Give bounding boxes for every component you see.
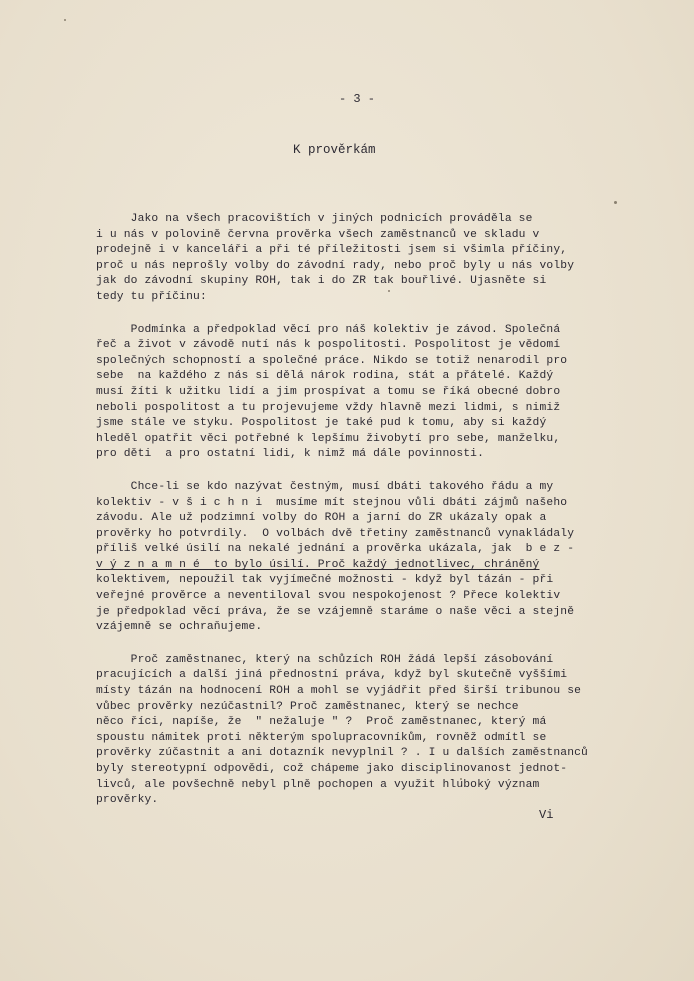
- document-heading: K prověrkám: [293, 143, 376, 157]
- text-line: sebe na každého z nás si dělá nárok rodina, stát a přátelé. Každý: [96, 370, 554, 383]
- paragraph-3: [96, 480, 616, 636]
- text-line: pro děti a pro ostatní lidi, k nimž má dále povinnosti.: [96, 448, 485, 461]
- text-line: kolektivem, nepoužil tak vyjímečné možnosti - když byl tázán - při: [96, 574, 554, 587]
- text-line: v ý z n a m n é to bylo úsilí. Proč každý jednotlivec, chráněný: [96, 558, 540, 571]
- text-line: společných schopností a společné práce. Nikdo se totiž nenarodil pro: [96, 354, 568, 367]
- text-line: prověrky zúčastnit a ani dotazník nevyplnil ? . I u dalších zaměstnanců: [96, 747, 588, 760]
- text-line: příliš velké úsilí na nekalé jednání a prověrka ukázala, jak b e z -: [96, 543, 575, 556]
- text-line: je předpoklad věcí práva, že se vzájemně staráme o naše věci a stejně: [96, 605, 575, 618]
- text-line: livců, ale povšechně nebyl plně pochopen a využit hluboký význam: [96, 778, 540, 791]
- text-line: proč u nás neprošly volby do závodní rady, nebo proč byly u nás volby: [96, 259, 575, 272]
- text-line: Chce-li se kdo nazývat čestným, musí dbáti takového řádu a my: [96, 480, 554, 493]
- page-number: - 3 -: [338, 92, 375, 106]
- text-line: tedy tu příčinu:: [96, 290, 207, 303]
- text-line: vůbec prověrky nezúčastnil? Proč zaměstnanec, který se nechce: [96, 700, 519, 713]
- text-line: prověrky ho potvrdily. O volbách dvě třetiny zaměstnanců vynakládaly: [96, 527, 575, 540]
- paragraph-1: [96, 212, 616, 306]
- text-line: jsme stále ve styku. Pospolitost je také pud k tomu, aby si každý: [96, 417, 547, 430]
- text-line: místy tázán na hodnocení ROH a mohl se vyjádřit před širší tribunou se: [96, 685, 582, 698]
- text-line: spoustu námitek proti některým spolupracovníkům, rovněž odmítl se: [96, 731, 547, 744]
- text-line: neboli pospolitost a tu projevujeme vždy hlavně mezi lidmi, s nimiž: [96, 401, 561, 414]
- text-line: veřejné prověrce a neventiloval svou nespokojenost ? Přece kolektiv: [96, 590, 561, 603]
- catchword: Vi: [539, 808, 554, 822]
- text-line: řeč a život v závodě nutí nás k pospolitosti. Pospolitost je vědomí: [96, 339, 561, 352]
- text-line: Podmínka a předpoklad věcí pro náš kolektiv je závod. Společná: [96, 323, 561, 336]
- text-line: kolektiv - v š i c h n i musíme mít stejnou vůli dbáti zájmů našeho: [96, 496, 568, 509]
- text-line: závodu. Ale už podzimní volby do ROH a jarní do ZR ukázaly opak a: [96, 512, 547, 525]
- text-line: pracujících a další jiná přednostní práva, když byl skutečně vyššími: [96, 669, 568, 682]
- text-line: vzájemně se ochraňujeme.: [96, 621, 263, 634]
- document-body: [96, 212, 616, 826]
- text-line: i u nás v polovině června prověrka všech zaměstnanců ve skladu v: [96, 228, 540, 241]
- paragraph-4: [96, 653, 616, 809]
- paper-speck: [614, 201, 617, 204]
- text-line: jak do závodní skupiny ROH, tak i do ZR tak bouřlivé. Ujasněte si: [96, 275, 547, 288]
- paper-speck: [64, 19, 66, 21]
- text-line: něco říci, napíše, že " nežaluje " ? Proč zaměstnanec, který má: [96, 716, 547, 729]
- text-line: Jako na všech pracovištích v jiných podnicích prováděla se: [96, 213, 533, 225]
- text-line: prověrky.: [96, 794, 159, 807]
- text-line: hleděl opatřit věci potřebné k lepšímu živobytí pro sebe, manželku,: [96, 432, 561, 445]
- text-line: musí žíti k užitku lidí a jim prospívat a tomu se říká obecné dobro: [96, 385, 561, 398]
- paragraph-2: [96, 323, 616, 463]
- text-line: prodejně i v kanceláři a při té příležitosti jsem si všimla příčiny,: [96, 244, 568, 257]
- text-line: byly stereotypní odpovědi, což chápeme jako disciplinovanost jednot-: [96, 763, 568, 775]
- text-line: Proč zaměstnanec, který na schůzích ROH žádá lepší zásobování: [96, 653, 554, 666]
